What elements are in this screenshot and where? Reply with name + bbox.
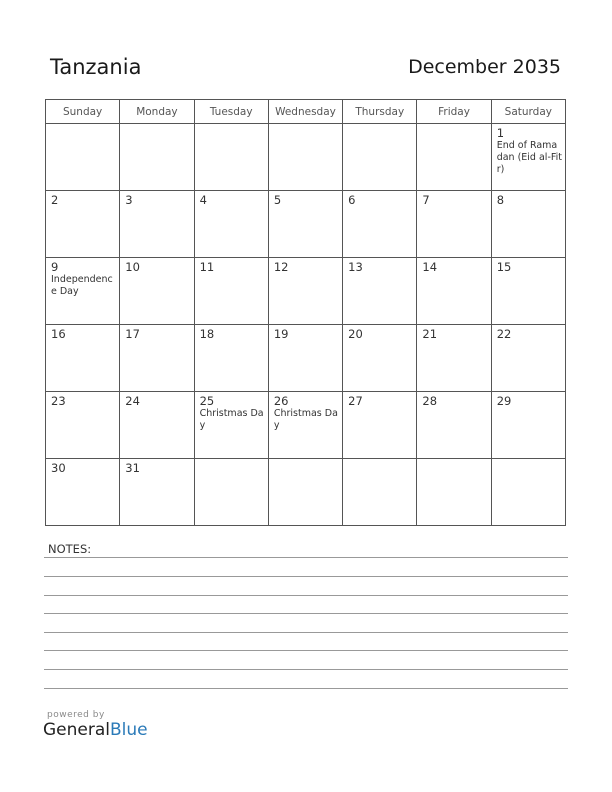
- day-cell: [491, 124, 565, 191]
- logo-blue: Blue: [110, 720, 148, 740]
- day-number: 2: [51, 193, 59, 207]
- day-number: 4: [199, 193, 207, 207]
- day-number: 13: [348, 260, 363, 274]
- day-cell: [417, 191, 491, 258]
- country-title: Tanzania: [50, 55, 142, 79]
- day-cell: [46, 191, 120, 258]
- month-title: December 2035: [408, 56, 561, 78]
- day-cell: [194, 459, 268, 526]
- day-cell: [46, 392, 120, 459]
- day-cell: [194, 191, 268, 258]
- day-number: 17: [125, 327, 140, 341]
- day-cell: [491, 258, 565, 325]
- day-cell: [343, 392, 417, 459]
- day-cell: [491, 392, 565, 459]
- day-cell: [120, 191, 194, 258]
- holiday-label: Independence Day: [51, 274, 113, 297]
- weekday-wednesday: Wednesday: [268, 100, 342, 124]
- week-row: [46, 459, 566, 526]
- weekday-tuesday: Tuesday: [194, 100, 268, 124]
- day-number: 10: [125, 260, 140, 274]
- day-number: 12: [273, 260, 289, 274]
- weekday-friday: Friday: [417, 100, 491, 124]
- day-number: 16: [51, 327, 66, 341]
- day-number: 22: [496, 327, 512, 341]
- day-cell: [120, 459, 194, 526]
- day-cell: [268, 459, 342, 526]
- notes-label: NOTES:: [48, 542, 92, 556]
- day-cell: [194, 325, 268, 392]
- note-line: [44, 595, 568, 596]
- day-number: 18: [199, 327, 215, 341]
- note-line: [44, 669, 568, 670]
- day-number: 31: [125, 461, 140, 475]
- note-line: [44, 688, 568, 689]
- day-number: 30: [51, 461, 66, 475]
- day-cell: [194, 392, 268, 459]
- week-row: [46, 124, 566, 191]
- day-cell: [491, 325, 565, 392]
- day-cell: [343, 258, 417, 325]
- day-cell: [417, 258, 491, 325]
- day-cell: [491, 191, 565, 258]
- day-number: 26: [273, 394, 289, 408]
- day-number: 28: [422, 394, 438, 408]
- generalblue-logo: [43, 720, 148, 740]
- day-cell: [46, 325, 120, 392]
- day-cell: [194, 258, 268, 325]
- day-number: 14: [422, 260, 438, 274]
- note-line: [44, 613, 568, 614]
- day-cell: [417, 392, 491, 459]
- day-cell: [46, 124, 120, 191]
- day-cell: [343, 191, 417, 258]
- weekday-monday: Monday: [120, 100, 194, 124]
- holiday-label: Christmas Day: [199, 408, 264, 431]
- day-number: 21: [422, 327, 438, 341]
- day-cell: [268, 124, 342, 191]
- day-number: 15: [496, 260, 512, 274]
- week-row: [46, 325, 566, 392]
- day-number: 25: [199, 394, 215, 408]
- day-cell: [268, 325, 342, 392]
- day-number: 5: [273, 193, 282, 207]
- day-cell: [194, 124, 268, 191]
- day-cell: [343, 459, 417, 526]
- weekday-saturday: Saturday: [491, 100, 565, 124]
- day-cell: [343, 325, 417, 392]
- day-cell: [268, 258, 342, 325]
- week-row: [46, 191, 566, 258]
- holiday-label: End of Ramadan (Eid al-Fitr): [496, 140, 563, 175]
- day-cell: [120, 124, 194, 191]
- day-number: 3: [125, 193, 133, 207]
- note-line: [44, 650, 568, 651]
- note-line: [44, 557, 568, 558]
- weekday-header-row: [46, 100, 566, 124]
- logo-general: General: [43, 720, 110, 740]
- day-cell: [120, 392, 194, 459]
- weekday-thursday: Thursday: [343, 100, 417, 124]
- day-number: 1: [496, 126, 505, 140]
- week-row: [46, 392, 566, 459]
- day-number: 19: [273, 327, 289, 341]
- day-number: 8: [496, 193, 505, 207]
- day-cell: [46, 258, 120, 325]
- day-number: 27: [348, 394, 363, 408]
- day-cell: [417, 459, 491, 526]
- week-row: [46, 258, 566, 325]
- calendar-grid: [45, 99, 566, 526]
- powered-by-text: powered by: [47, 710, 105, 720]
- day-cell: [343, 124, 417, 191]
- day-number: 29: [496, 394, 512, 408]
- day-cell: [46, 459, 120, 526]
- day-number: 9: [51, 260, 59, 274]
- day-number: 6: [348, 193, 356, 207]
- day-cell: [417, 124, 491, 191]
- day-cell: [268, 191, 342, 258]
- day-cell: [417, 325, 491, 392]
- day-number: 11: [199, 260, 215, 274]
- day-cell: [120, 258, 194, 325]
- note-line: [44, 576, 568, 577]
- weekday-sunday: Sunday: [46, 100, 120, 124]
- day-cell: [120, 325, 194, 392]
- day-number: 24: [125, 394, 140, 408]
- day-cell: [491, 459, 565, 526]
- day-number: 20: [348, 327, 363, 341]
- note-line: [44, 632, 568, 633]
- holiday-label: Christmas Day: [273, 408, 338, 431]
- day-number: 23: [51, 394, 66, 408]
- day-cell: [268, 392, 342, 459]
- day-number: 7: [422, 193, 430, 207]
